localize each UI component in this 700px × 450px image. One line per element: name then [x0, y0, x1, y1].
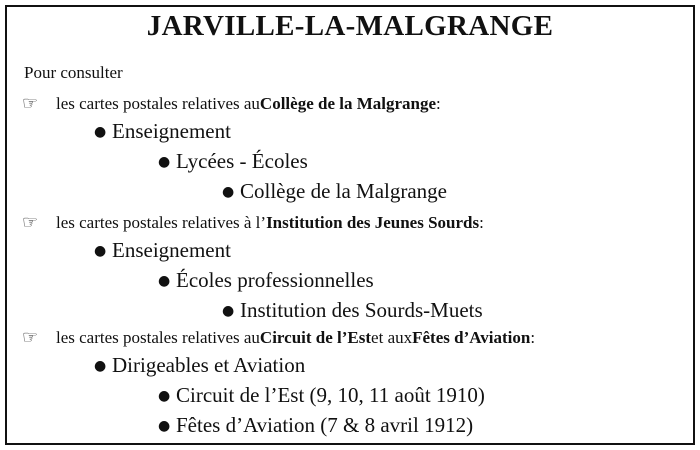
list-item-label: Dirigeables et Aviation	[112, 353, 306, 377]
list-item-label: Enseignement	[112, 238, 231, 262]
reference-middle: et aux	[371, 328, 413, 347]
list-item-level-3[interactable]	[222, 298, 483, 323]
bullet-icon: ●	[94, 358, 107, 374]
bullet-icon: ●	[158, 273, 171, 289]
section-aviation-reference	[22, 328, 535, 348]
list-item-level-3[interactable]	[222, 179, 447, 204]
section-collège-reference	[22, 94, 441, 114]
list-item-label: Collège de la Malgrange	[240, 179, 448, 203]
list-item-level-2[interactable]	[158, 149, 308, 174]
bullet-icon: ●	[158, 154, 171, 170]
reference-subject: Circuit de l’Est	[259, 328, 372, 347]
pointing-hand-icon: ☞	[22, 93, 39, 114]
bullet-icon: ●	[158, 388, 171, 404]
bullet-icon: ●	[222, 184, 235, 200]
list-item-level-2[interactable]	[158, 383, 485, 408]
section-sourds-reference	[22, 213, 484, 233]
list-item-label: Écoles professionnelles	[176, 268, 374, 292]
list-item-level-1[interactable]	[94, 238, 231, 263]
list-item-level-2[interactable]	[158, 268, 374, 293]
list-item-level-1[interactable]	[94, 353, 305, 378]
reference-prefix: les cartes postales relatives au	[56, 328, 260, 347]
bullet-icon: ●	[222, 303, 235, 319]
reference-subject: Collège de la Malgrange	[259, 94, 437, 113]
list-item-level-1[interactable]	[94, 119, 231, 144]
reference-suffix: :	[530, 328, 536, 347]
list-item-level-2[interactable]	[158, 413, 473, 438]
list-item-label: Circuit de l’Est (9, 10, 11 août 1910)	[176, 383, 485, 407]
list-item-label: Institution des Sourds-Muets	[240, 298, 483, 322]
pointing-hand-icon: ☞	[22, 212, 39, 233]
pointing-hand-icon: ☞	[22, 327, 39, 348]
reference-suffix: :	[436, 94, 441, 113]
list-item-label: Lycées - Écoles	[176, 149, 308, 173]
list-item-label: Fêtes d’Aviation (7 & 8 avril 1912)	[176, 413, 474, 437]
bullet-icon: ●	[94, 243, 107, 259]
reference-subject: Institution des Jeunes Sourds	[266, 213, 480, 232]
list-item-label: Enseignement	[112, 119, 231, 143]
reference-suffix: :	[479, 213, 484, 232]
reference-prefix: les cartes postales relatives au	[56, 94, 260, 113]
reference-prefix: les cartes postales relatives à l’	[56, 213, 267, 232]
intro-text: Pour consulter	[24, 63, 123, 82]
page-title: JARVILLE-LA-MALGRANGE	[146, 10, 554, 42]
bullet-icon: ●	[94, 124, 107, 140]
reference-subject-2: Fêtes d’Aviation	[412, 328, 531, 347]
bullet-icon: ●	[158, 418, 171, 434]
